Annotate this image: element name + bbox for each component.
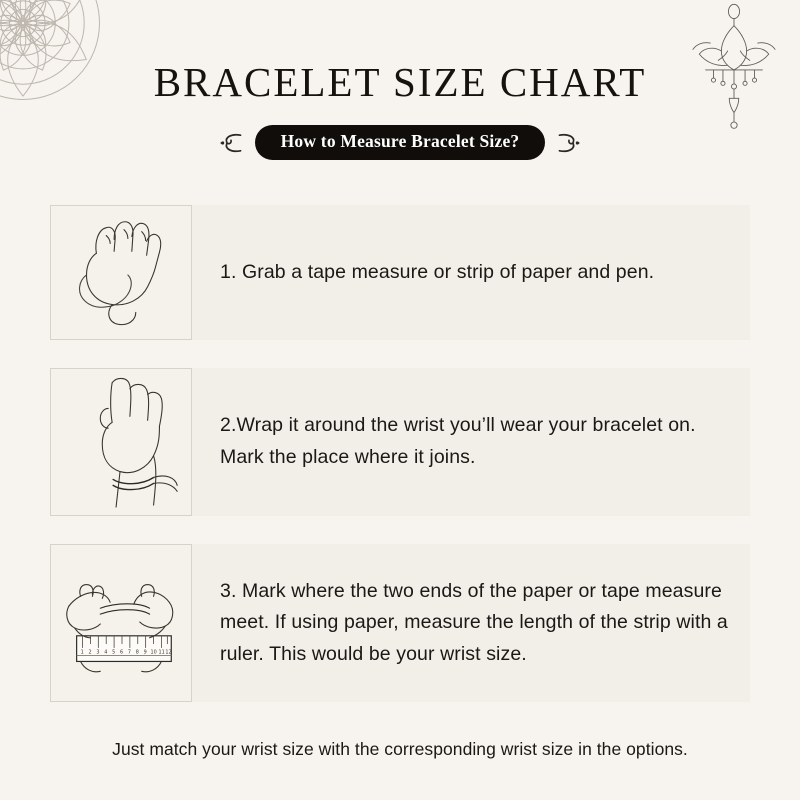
svg-text:5: 5 bbox=[112, 649, 116, 656]
swirl-flourish-icon bbox=[556, 129, 582, 157]
subtitle-pill: How to Measure Bracelet Size? bbox=[255, 125, 546, 160]
svg-text:12: 12 bbox=[165, 649, 172, 656]
swirl-flourish-icon bbox=[218, 129, 244, 157]
hands-measuring-with-ruler-icon bbox=[50, 544, 192, 702]
svg-text:1: 1 bbox=[80, 649, 84, 656]
hand-with-tape-measure-icon bbox=[50, 205, 192, 340]
svg-text:3: 3 bbox=[96, 649, 100, 656]
svg-text:8: 8 bbox=[135, 649, 139, 656]
list-item bbox=[0, 368, 800, 516]
list-item bbox=[0, 544, 800, 702]
page-title: BRACELET SIZE CHART bbox=[153, 59, 647, 105]
svg-text:11: 11 bbox=[158, 649, 165, 656]
list-item bbox=[0, 205, 800, 340]
svg-text:4: 4 bbox=[104, 649, 108, 656]
svg-text:10: 10 bbox=[150, 649, 157, 656]
hand-wrapping-wrist-icon bbox=[50, 368, 192, 516]
svg-text:7: 7 bbox=[127, 649, 132, 656]
step-1-text: 1. Grab a tape measure or strip of paper and pen. bbox=[220, 260, 655, 283]
svg-text:2: 2 bbox=[88, 649, 92, 656]
svg-text:9: 9 bbox=[143, 649, 147, 656]
svg-text:6: 6 bbox=[120, 649, 124, 656]
footer-note: Just match your wrist size with the corresponding wrist size in the options. bbox=[112, 739, 688, 759]
subtitle-row bbox=[0, 125, 800, 160]
step-3-text: 3. Mark where the two ends of the paper or tape measure meet. If using paper, measure the length of the strip with a ruler. This would be your wrist size. bbox=[220, 579, 728, 665]
steps-list bbox=[0, 205, 800, 730]
step-2-text: 2.Wrap it around the wrist you’ll wear your bracelet on. Mark the place where it joins. bbox=[220, 414, 696, 468]
